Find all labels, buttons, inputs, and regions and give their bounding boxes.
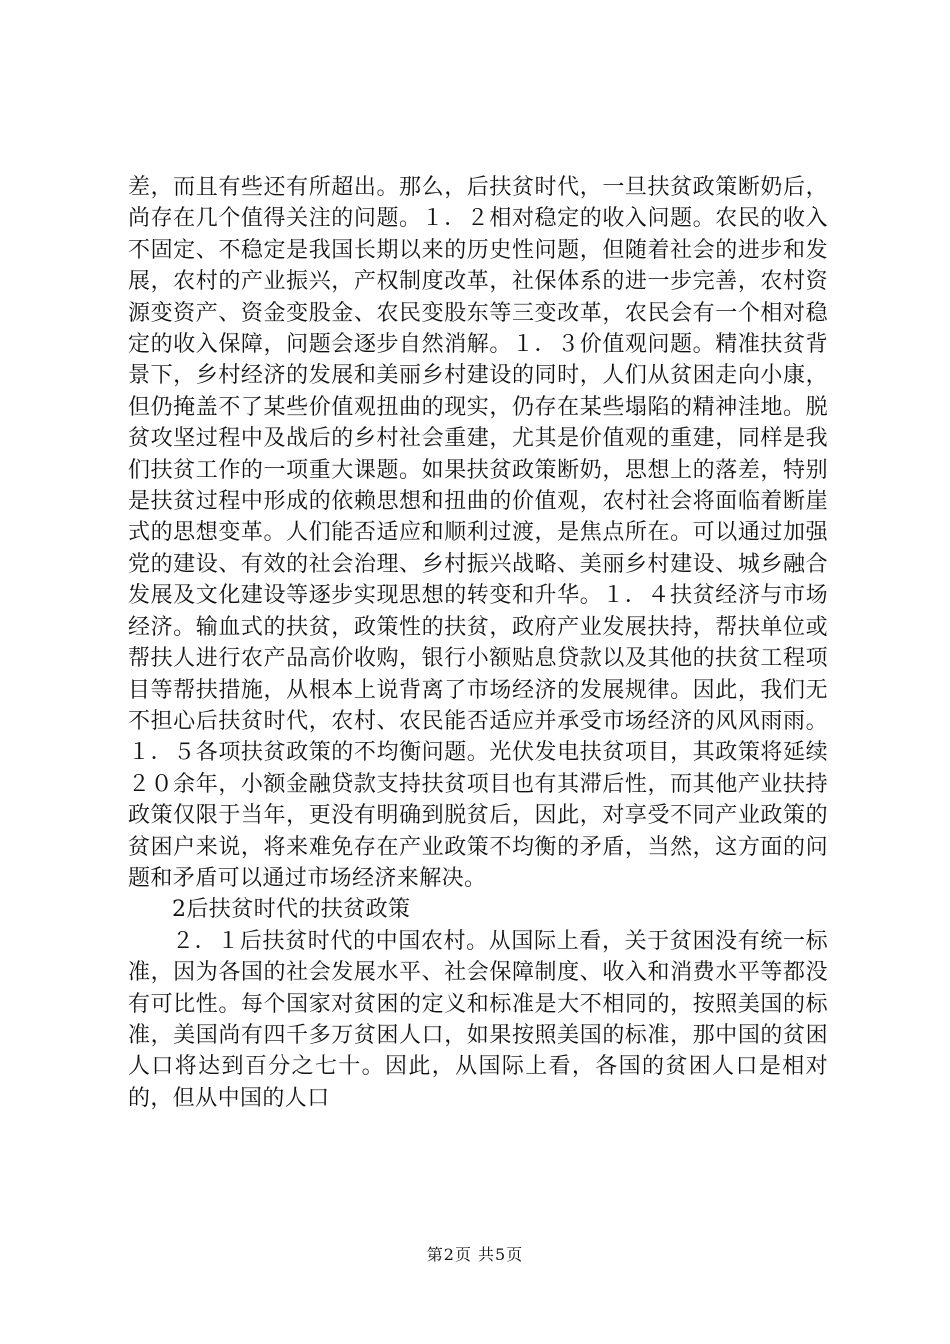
section-heading: 2后扶贫时代的扶贫政策	[172, 897, 411, 923]
paragraph-continuation: 差，而且有些还有所超出。那么，后扶贫时代，一旦扶贫政策断奶后，尚存在几个值得关注的问题。１．２相对稳定的收入问题。农民的收入不固定、不稳定是我国长期以来的历史性问题，但随着社会的进步和发展，农村的产业振兴，产权制度改革，社保体系的进一步完善，农村资源变资产、资金变股金、农民变股东等三变改革，农民会有一个相对稳定的收入保障，问题会逐步自然消解。１．３价值观问题。精准扶贫背景下，乡村经济的发展和美丽乡村建设的同时，人们从贫困走向小康，但仍掩盖不了某些价值观扭曲的现实，仍存在某些塌陷的精神洼地。脱贫攻坚过程中及战后的乡村社会重建，尤其是价值观的重建，同样是我们扶贫工作的一项重大课题。如果扶贫政策断奶，思想上的落差，特别是扶贫过程中形成的依赖思想和扭曲的价值观，农村社会将面临着断崖式的思想变革。人们能否适应和顺利过渡，是焦点所在。可以通过加强党的建设、有效的社会治理、乡村振兴战略、美丽乡村建设、城乡融合发展及文化建设等逐步实现思想的转变和升华。１．４扶贫经济与市场经济。输血式的扶贫，政策性的扶贫，政府产业发展扶持，帮扶单位或帮扶人进行农产品高价收购，银行小额贴息贷款以及其他的扶贫工程项目等帮扶措施，从根本上说背离了市场经济的发展规律。因此，我们无不担心后扶贫时代，农村、农民能否适应并承受市场经济的风风雨雨。１．５各项扶贫政策的不均衡问题。光伏发电扶贫项目，其政策将延续２０余年，小额金融贷款支持扶贫项目也有其滞后性，而其他产业扶持政策仅限于当年，更没有明确到脱贫后，因此，对享受不同产业政策的贫困户来说，将来难免存在产业政策不均衡的矛盾，当然，这方面的问题和矛盾可以通过市场经济来解决。	[128, 175, 828, 891]
page-footer: 第2页 共5页	[426, 1245, 524, 1264]
paragraph-section-2-1: ２．１后扶贫时代的中国农村。从国际上看，关于贫困没有统一标准，因为各国的社会发展水平、社会保障制度、收入和消费水平等都没有可比性。每个国家对贫困的定义和标准是大不相同的，按照美国的标准，美国尚有四千多万贫困人口，如果按照美国的标准，那中国的贫困人口将达到百分之七十。因此，从国际上看，各国的贫困人口是相对的，但从中国的人口	[128, 928, 828, 1111]
body-text	[128, 172, 828, 1114]
